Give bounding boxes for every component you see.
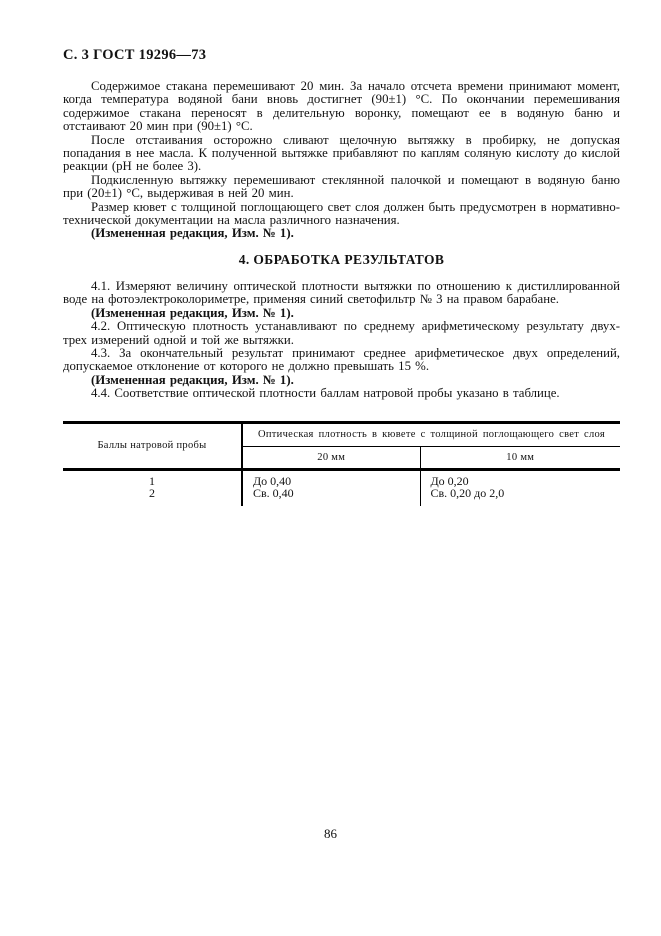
- optical-density-table: [63, 421, 620, 506]
- amendment-note: (Измененная редакция, Изм. № 1).: [91, 372, 294, 387]
- paragraph-4-3: 4.3. За окончательный результат принимают среднее арифметическое двух определений, допускаемое отклонение от которого не должно превышать 15 %.: [63, 345, 620, 374]
- table-row: [63, 487, 620, 506]
- section-heading: 4. ОБРАБОТКА РЕЗУЛЬТАТОВ: [238, 251, 445, 267]
- table-cell-score: 2: [149, 485, 155, 500]
- amendment-note: (Измененная редакция, Изм. № 1).: [91, 226, 294, 241]
- table-header-row-top: [63, 422, 620, 446]
- table-cell-10mm: До 0,20: [420, 469, 620, 487]
- table-row: [63, 469, 620, 487]
- table-header-20mm: 20 мм: [317, 451, 346, 463]
- page-number: 86: [324, 826, 337, 841]
- table-header-10mm: 10 мм: [420, 446, 620, 469]
- table-cell-20mm: Св. 0,40: [242, 487, 420, 506]
- paragraph-decanting: После отстаивания осторожно сливают щелочную вытяжку в пробирку, не допуская попадания в нее масла. К полученной вытяжке прибавляют по каплям соляную кислоту до кислой реакции (рН не более 3).: [63, 132, 620, 174]
- paragraph-4-1: 4.1. Измеряют величину оптической плотности вытяжки по отношению к дистиллированной воде на фотоэлектроколориметре, применяя синий светофильтр № 3 на правом барабане.: [63, 278, 620, 307]
- page-header: С. 3 ГОСТ 19296—73: [63, 47, 207, 63]
- table-cell-10mm: Св. 0,20 до 2,0: [420, 487, 620, 506]
- paragraph-acidified-extract: Подкисленную вытяжку перемешивают стеклянной палочкой и помещают в водяную баню при (20±1) °С, выдерживая в ней 20 мин.: [63, 172, 620, 201]
- paragraph-4-2: 4.2. Оптическую плотность устанавливают по среднему арифметическому результату двух-трех измерений одной и той же вытяжки.: [63, 319, 620, 347]
- paragraph-stirring: Содержимое стакана перемешивают 20 мин. За начало отсчета времени принимают момент, когда температура водяной бани вновь достигнет (90±1) °С. По окончании перемешивания содержимое стакана переносят в делительную воронку, помещают ее в водяную баню и отстаивают 20 мин при (90±1) °С.: [63, 79, 620, 134]
- amendment-note: (Измененная редакция, Изм. № 1).: [91, 305, 294, 320]
- table-cell-score: 1: [63, 469, 242, 487]
- paragraph-4-4: 4.4. Соответствие оптической плотности баллам натровой пробы указано в таблице.: [91, 386, 560, 401]
- table-cell-20mm: До 0,40: [242, 469, 420, 487]
- table-header-density: Оптическая плотность в кювете с толщиной поглощающего свет слоя: [242, 422, 620, 446]
- paragraph-cuvette-size: Размер кювет с толщиной поглощающего свет слоя должен быть предусмотрен в нормативно-технической документации на масла различного назначения.: [63, 199, 620, 228]
- table-header-score-column: Баллы натровой пробы: [63, 422, 242, 469]
